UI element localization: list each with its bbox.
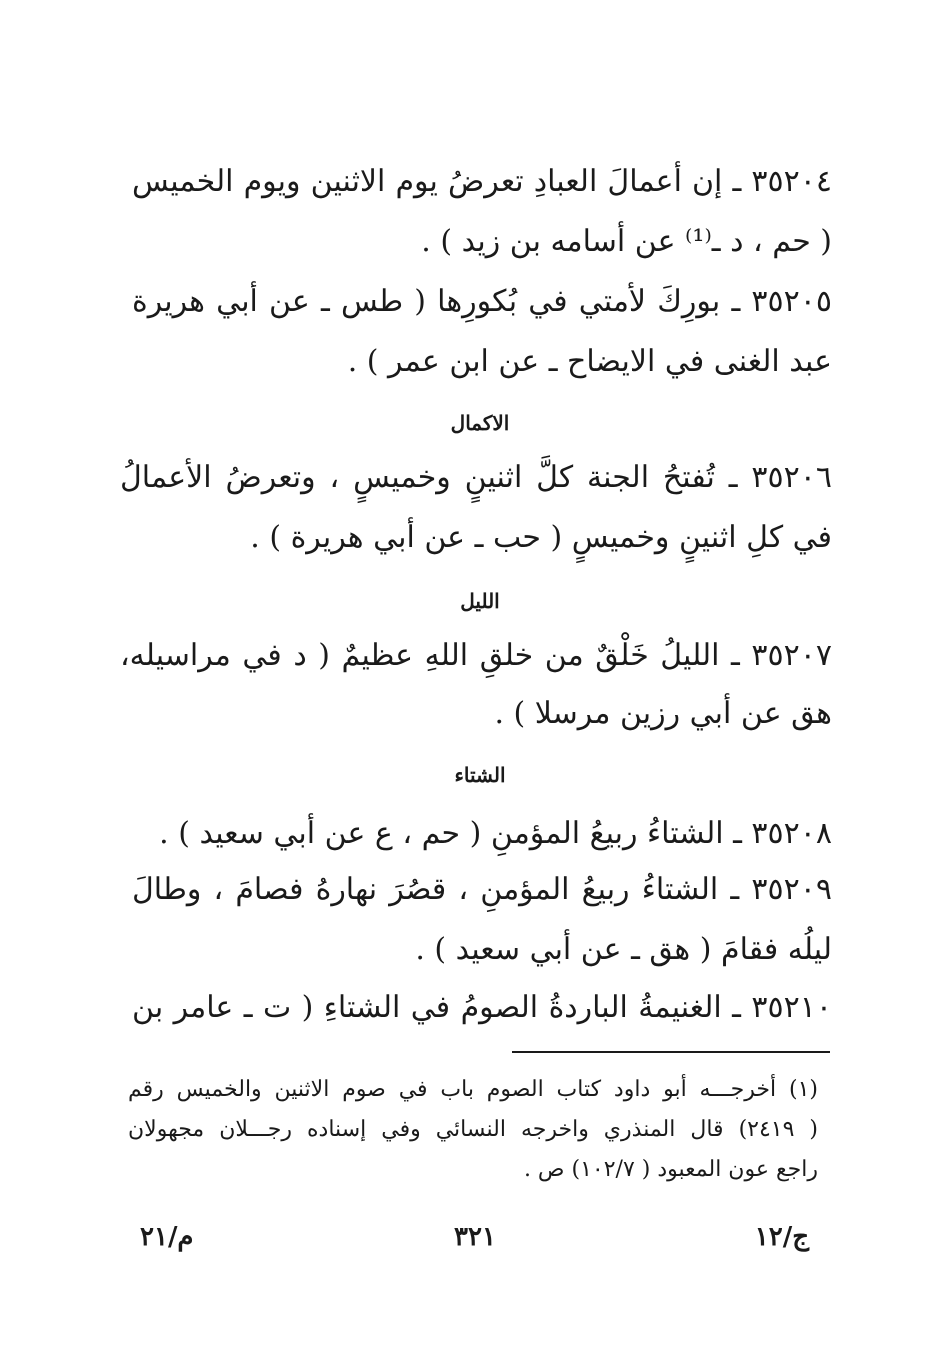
footnote-line-2: ( ٢٤١٩) قال المنذري واخرجه النسائي وفي إسناده رجـــلان مجهولان	[128, 1117, 818, 1142]
volume-marker: ج/١٢	[754, 1222, 809, 1252]
entry-35207-line-1: ٣٥٢٠٧ ـ الليلُ خَلْقٌ من خلقِ اللهِ عظيمٌ ( د في مراسيله،	[120, 638, 832, 673]
footnote-line-3: راجع عون المعبود ( ١٠٢/٧) ص .	[523, 1157, 818, 1182]
entry-35204-line-2: ( حم ، د ـ⁽¹⁾ عن أسامه بن زيد ) .	[421, 224, 832, 259]
section-heading-ikmal: الاكمال	[450, 411, 510, 435]
entry-35205-line-2: عبد الغنى في الايضاح ـ عن ابن عمر ) .	[347, 344, 832, 379]
entry-35206-line-1: ٣٥٢٠٦ ـ تُفتحُ الجنة كلَّ اثنينٍ وخميسٍ ، وتعرضُ الأعمالُ	[120, 460, 832, 495]
footnote-line-1: (١) أخرجـــه أبو داود كتاب الصوم باب في صوم الاثنين والخميس رقم	[128, 1077, 818, 1102]
printer-signature: م/٢١	[140, 1222, 194, 1252]
entry-35207-line-2: هق عن أبي رزين مرسلا ) .	[494, 696, 832, 731]
footnote-separator	[512, 1051, 830, 1053]
entry-35210-line-1: ٣٥٢١٠ ـ الغنيمةُ الباردةُ الصومُ في الشتاءِ ( ت ـ عامر بن	[132, 990, 832, 1025]
entry-35208-line-1: ٣٥٢٠٨ ـ الشتاءُ ربيعُ المؤمنِ ( حم ، ع عن أبي سعيد ) .	[159, 816, 832, 851]
entry-35204-line-1: ٣٥٢٠٤ ـ إن أعمالَ العبادِ تعرضُ يوم الاثنين ويوم الخميس	[132, 164, 832, 199]
entry-35206-line-2: في كلِ اثنينٍ وخميسٍ ( حب ـ عن أبي هريرة ) .	[250, 520, 832, 555]
entry-35209-line-2: ليلُه فقامَ ( هق ـ عن أبي سعيد ) .	[415, 932, 832, 967]
entry-35209-line-1: ٣٥٢٠٩ ـ الشتاءُ ربيعُ المؤمنِ ، قصُرَ نهارهُ فصامَ ، وطالَ	[132, 872, 832, 907]
section-heading-shita: الشتاء	[454, 763, 506, 787]
entry-35205-line-1: ٣٥٢٠٥ ـ بورِكَ لأمتي في بُكورِها ( طس ـ عن أبي هريرة	[132, 284, 832, 319]
page-number: ٣٢١	[454, 1222, 496, 1252]
section-heading-layl: الليل	[460, 589, 500, 613]
